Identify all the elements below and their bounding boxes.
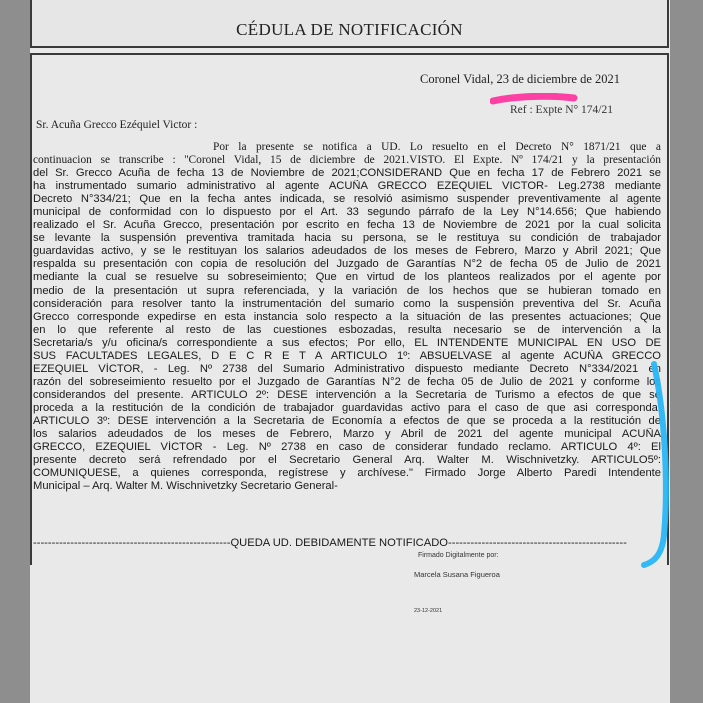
body-line: presente decreto será refrendado por el Secretario General Arq. Walter M. Wischnivetzky. ARTICULO5º: (33, 454, 661, 467)
place-date: Coronel Vidal, 23 de diciembre de 2021 (420, 72, 621, 86)
body-line: en lo que referente al resto de las cuestiones esbozadas, resulta necesario se de intervención a la (33, 323, 661, 336)
body-line: mediante la cual se resuelve su sobreseimiento; Que en virtud de los planteos realizados por el agente por (33, 271, 661, 284)
addressee: Sr. Acuña Grecco Ezéquiel Victor : (36, 119, 198, 131)
signer-name: Marcela Susana Figueroa (414, 570, 500, 579)
body-line: proceda a la restitución de la condición de trabajador guardavidas activo para el caso de que asi corresponda. (33, 401, 661, 414)
body-line: considerandos del presente. ARTICULO 2º: DESE intervención a la Secretaria de Turismo a efectos de que se (33, 388, 661, 401)
expediente-reference: Ref : Expte N° 174/21 (510, 104, 613, 116)
closing-line: -----------------------------------------------------QUEDA UD. DEBIDAMENTE NOTIFICADO------------------------------------------------ (33, 537, 627, 549)
body-line: respalda su presentación con copia de resolución del Juzgado de Garantías N°2 de fecha 05 de Julio de 2021 (33, 258, 661, 271)
body-line: Por la presente se notifica a UD. Lo resuelto en el Decreto N° 1871/21 que a (213, 141, 661, 153)
signature-date: 23-12-2021 (414, 608, 443, 614)
body-line: del Sr. Grecco Acuña de fecha 13 de Noviembre de 2021;CONSIDERAND Que en fecha 17 de Febrero 2021 se (33, 167, 661, 180)
body-line: realizado el Sr. Acuña Grecco, presentación por escrito en fecha 13 de Noviembre de 2021 por la cual solicita (33, 219, 661, 232)
body-line: Municipal – Arq. Walter M. Wischnivetzky Secretario General- (33, 480, 338, 493)
body-line: ARTICULO 3º: DESE intervención a la Secretaria de Economía a efectos de que se proceda a la restitución de (33, 414, 661, 427)
body-line: se levante la suspensión preventiva tramitada hacia su persona, se le restituya su condición de trabajador (33, 232, 661, 245)
digital-signature-label: Firmado Digitalmente por: (418, 552, 499, 559)
notification-body (33, 141, 661, 493)
body-line: Grecco corresponde expedirse en esta instancia solo respecto a la situación de las presentes actuaciones; Que (33, 310, 661, 323)
header-box (30, 0, 669, 48)
body-line: SUS FACULTADES LEGALES, D E C R E T A ARTICULO 1º: ABSUELVASE al agente ACUÑA GRECCO (33, 349, 661, 362)
body-line: razón del sobreseimiento resuelto por el Juzgado de Garantías N°2 de fecha 05 de Julio de 2021 y conforme los (33, 375, 661, 388)
body-line: GRECCO, EZEQUIEL VÍCTOR - Leg. Nº 2738 en caso de considerar fundado reclamo. ARTICULO 4º: El (33, 441, 661, 454)
body-line: ha instrumentado sumario administrativo al agente ACUÑA GRECCO EZEQUIEL VICTOR- Leg.2738 mediante (33, 180, 661, 193)
body-line: Secretaria/s y/u oficina/s correspondiente a sus efectos; Por ello, EL INTENDENTE MUNICIPAL EN USO DE (33, 336, 661, 349)
body-line: consideración para resolver tanto la instrumentación del sumario como la suspensión preventiva del Sr. Acuña (33, 297, 661, 310)
body-line: municipal de conformidad con lo dispuesto por el Art. 33 segundo párrafo de la Ley N°14.656; Que habiendo (33, 206, 661, 219)
body-line: COMUNIQUESE, a quienes corresponda, regístrese y archívese." Firmado Jorge Alberto Paredi Intendente (33, 467, 661, 480)
body-line: los salarios adeudados de los meses de Febrero, Marzo y Abril de 2021 del agente municipal ACUÑA (33, 428, 661, 441)
body-line: EZEQUIEL VÍCTOR, - Leg. Nº 2738 del Sumario Administrativo dispuesto mediante Decreto N°334/2021 en (33, 362, 661, 375)
body-line: Decreto N°334/21; Que en la fecha antes indicada, se resolvió asimismo suspender preventivamente al agente (33, 193, 661, 206)
body-line: medio de la presentación ut supra referenciada, y la variación de los hechos que se hubieran tomado en (33, 284, 661, 297)
body-line: continuacion se transcribe : ''Coronel Vidal, 15 de diciembre de 2021.VISTO. El Expte. Nº 174/21 y la presentación (33, 154, 661, 167)
body-line: guardavidas activo, y se le restituyan los salarios adeudados de los meses de Febrero, Marzo y Abril 2021; Que (33, 245, 661, 258)
blue-highlight-stroke (640, 360, 680, 570)
document-title: CÉDULA DE NOTIFICACIÓN (236, 20, 463, 39)
